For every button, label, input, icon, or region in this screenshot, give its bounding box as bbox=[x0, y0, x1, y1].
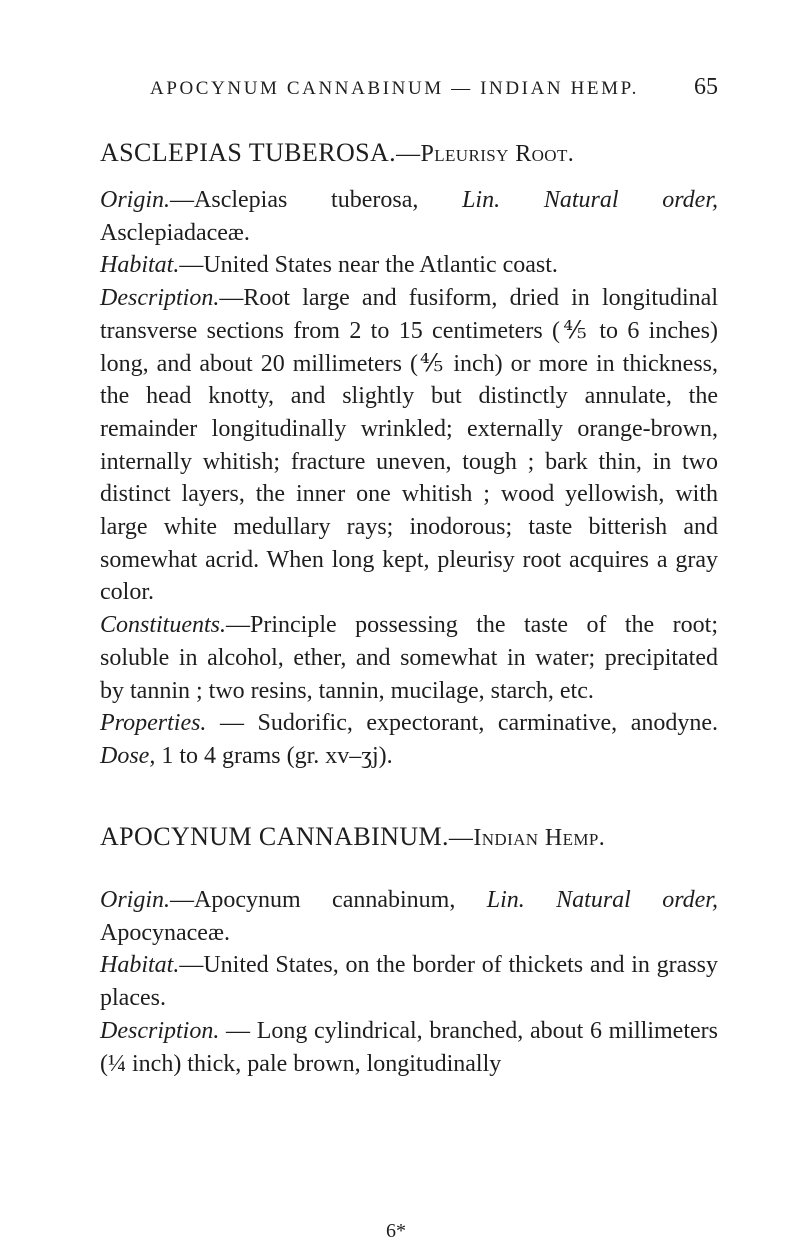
habitat-paragraph bbox=[100, 949, 718, 1014]
section-apocynum bbox=[100, 822, 718, 1080]
description-label: Description. bbox=[100, 285, 220, 312]
origin-order: Apocynaceæ. bbox=[100, 919, 230, 946]
heading-main: ASCLEPIAS TUBEROSA. bbox=[100, 138, 397, 167]
origin-paragraph bbox=[100, 184, 718, 249]
description-label: Description. bbox=[100, 1017, 220, 1044]
description-paragraph bbox=[100, 1015, 718, 1080]
constituents-text: —Principle possessing the taste of the root; soluble in alcohol, ether, and somewhat in water; precipitated by tannin ; two resins, tannin, mucilage, starch, etc. bbox=[100, 612, 718, 704]
description-text: —Root large and fusiform, dried in longitudinal transverse sections from 2 to 15 centimeters (⅘ to 6 inches) long, and about 20 millimeters (⅘ inch) or more in thickness, the head knotty, and slightly but distinctly annulate, the remainder longitudinally wrinkled; externally orange-brown, internally whitish; fracture uneven, tough ; bark thin, in two distinct layers, the inner one whitish ; wood yellowish, with large white medullary rays; inodorous; taste bitterish and somewhat acrid. When long kept, pleurisy root acquires a gray color. bbox=[100, 285, 718, 606]
section-body bbox=[100, 884, 718, 1080]
section-heading bbox=[100, 822, 718, 852]
origin-text: —Asclepias tuberosa, bbox=[170, 187, 463, 213]
origin-order-label: Natural order, bbox=[500, 187, 719, 213]
properties-paragraph bbox=[100, 707, 718, 772]
habitat-text: —United States, on the border of thickets and in grassy places. bbox=[100, 952, 718, 1012]
description-text: — Long cylindrical, branched, about 6 millimeters (¼ inch) thick, pale brown, longitudinally bbox=[100, 1017, 718, 1077]
heading-sub: —Indian Hemp. bbox=[448, 825, 606, 851]
description-paragraph bbox=[100, 282, 718, 609]
heading-sub: —Pleurisy Root. bbox=[396, 141, 575, 167]
origin-lin: Lin. bbox=[486, 887, 525, 913]
signature-mark: 6* bbox=[386, 1220, 406, 1242]
page-number: 65 bbox=[694, 74, 718, 100]
dose-text: 1 to 4 grams (gr. xv–ʒj). bbox=[155, 742, 393, 769]
origin-order: Asclepiadaceæ. bbox=[100, 219, 250, 246]
origin-order-label: Natural order, bbox=[524, 887, 718, 913]
habitat-paragraph bbox=[100, 249, 718, 282]
habitat-text: —United States near the Atlantic coast. bbox=[179, 252, 558, 279]
section-heading bbox=[100, 138, 718, 168]
habitat-label: Habitat. bbox=[100, 252, 180, 279]
dose-label: Dose, bbox=[100, 742, 156, 769]
origin-label: Origin. bbox=[100, 887, 171, 913]
properties-text: — Sudorific, expectorant, carminative, anodyne. bbox=[206, 710, 718, 737]
heading-main: APOCYNUM CANNABINUM. bbox=[100, 822, 449, 851]
running-head bbox=[150, 74, 718, 100]
properties-label: Properties. bbox=[100, 710, 207, 737]
origin-paragraph bbox=[100, 884, 718, 949]
section-asclepias bbox=[100, 138, 718, 773]
habitat-label: Habitat. bbox=[100, 952, 180, 979]
constituents-paragraph bbox=[100, 609, 718, 707]
running-head-title: APOCYNUM CANNABINUM — INDIAN HEMP. bbox=[150, 78, 640, 99]
constituents-label: Constituents. bbox=[100, 612, 227, 639]
origin-lin: Lin. bbox=[462, 187, 501, 213]
section-body bbox=[100, 184, 718, 773]
origin-text: —Apocynum cannabinum, bbox=[170, 887, 487, 913]
origin-label: Origin. bbox=[100, 187, 171, 213]
